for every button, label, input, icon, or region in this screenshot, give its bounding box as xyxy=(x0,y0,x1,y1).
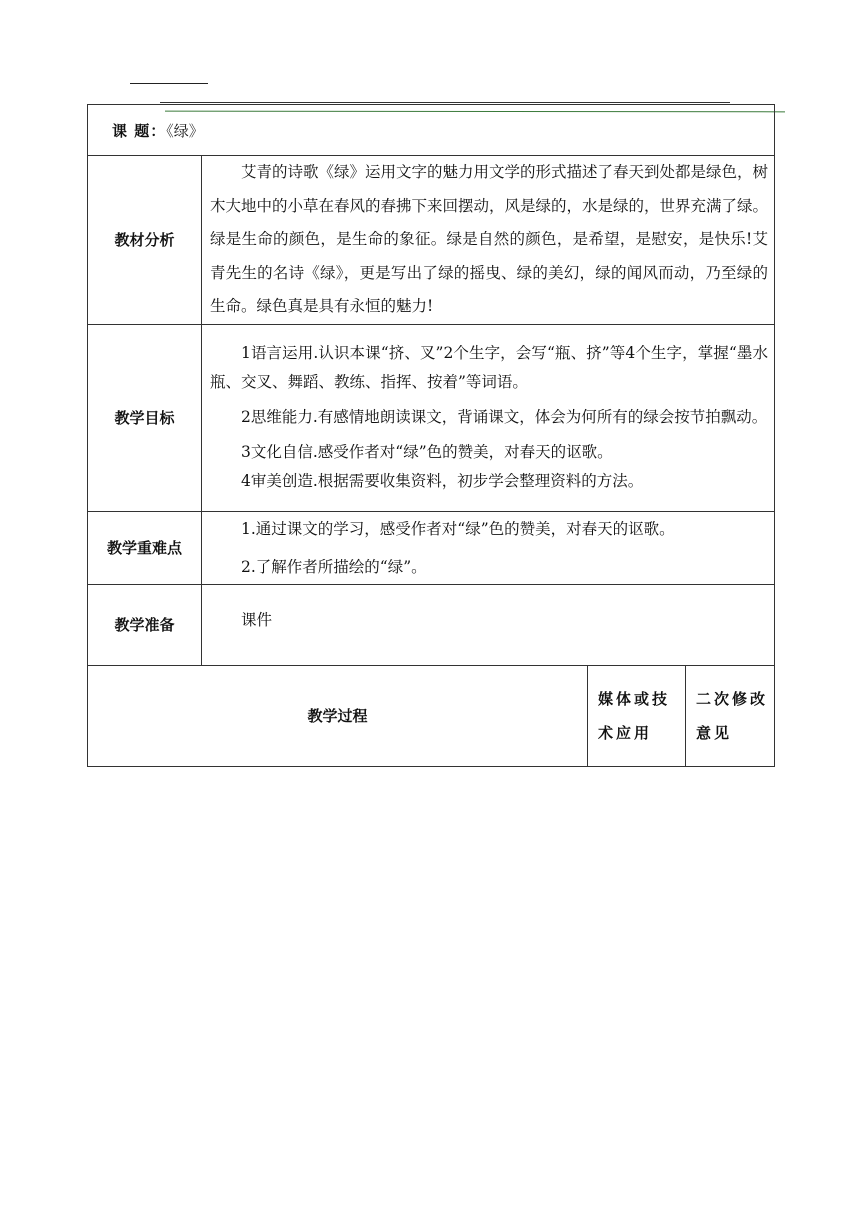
preparation-label: 教学准备 xyxy=(88,584,202,665)
key-points-label: 教学重难点 xyxy=(88,511,202,584)
key-point-item: 2.了解作者所描绘的“绿”。 xyxy=(241,557,427,576)
analysis-row xyxy=(88,156,775,325)
key-points-content xyxy=(202,511,775,584)
preparation-row xyxy=(88,584,775,665)
lesson-plan-table xyxy=(87,104,775,767)
preparation-content xyxy=(202,584,775,665)
goal-item: 2思维能力.有感情地朗读课文，背诵课文，体会为何所有的绿会按节拍飘动。 xyxy=(241,408,768,426)
key-point-item: 1.通过课文的学习，感受作者对“绿”色的赞美，对春天的讴歌。 xyxy=(241,519,675,538)
title-cell xyxy=(88,105,775,156)
analysis-text: 艾青的诗歌《绿》运用文字的魅力用文学的形式描述了春天到处都是绿色，树木大地中的小草在春风的春拂下来回摆动，风是绿的，水是绿的，世界充满了绿。绿是生命的颜色，是生命的象征。绿是自然的颜色，是希望，是慰安，是快乐!艾青先生的名诗《绿》，更是写出了绿的摇曳、绿的美幻，绿的闻风而动，乃至绿的生命。绿色真是具有永恒的魅力! xyxy=(210,163,769,315)
analysis-label: 教材分析 xyxy=(88,156,202,325)
media-label: 媒体或技术应用 xyxy=(588,665,686,766)
goal-item: 3文化自信.感受作者对“绿”色的赞美，对春天的讴歌。 xyxy=(241,443,613,461)
title-row xyxy=(88,105,775,156)
revision-label: 二次修改意见 xyxy=(686,665,775,766)
key-points-row xyxy=(88,511,775,584)
process-row xyxy=(88,665,775,766)
goals-label: 教学目标 xyxy=(88,324,202,511)
title-label: 课 题： xyxy=(112,121,167,140)
analysis-content xyxy=(202,156,775,325)
process-label: 教学过程 xyxy=(88,665,588,766)
lesson-title: 《绿》 xyxy=(166,121,204,140)
goals-content xyxy=(202,324,775,511)
goals-row xyxy=(88,324,775,511)
goal-item: 4审美创造.根据需要收集资料，初步学会整理资料的方法。 xyxy=(241,472,644,490)
header-rule-long xyxy=(160,102,730,103)
preparation-text: 课件 xyxy=(241,610,273,629)
goal-item: 1语言运用.认识本课“挤、叉”2个生字，会写“瓶、挤”等4个生字，掌握“墨水瓶、交叉、舞蹈、教练、指挥、按着”等词语。 xyxy=(210,344,768,391)
header-rule-short xyxy=(130,83,208,84)
